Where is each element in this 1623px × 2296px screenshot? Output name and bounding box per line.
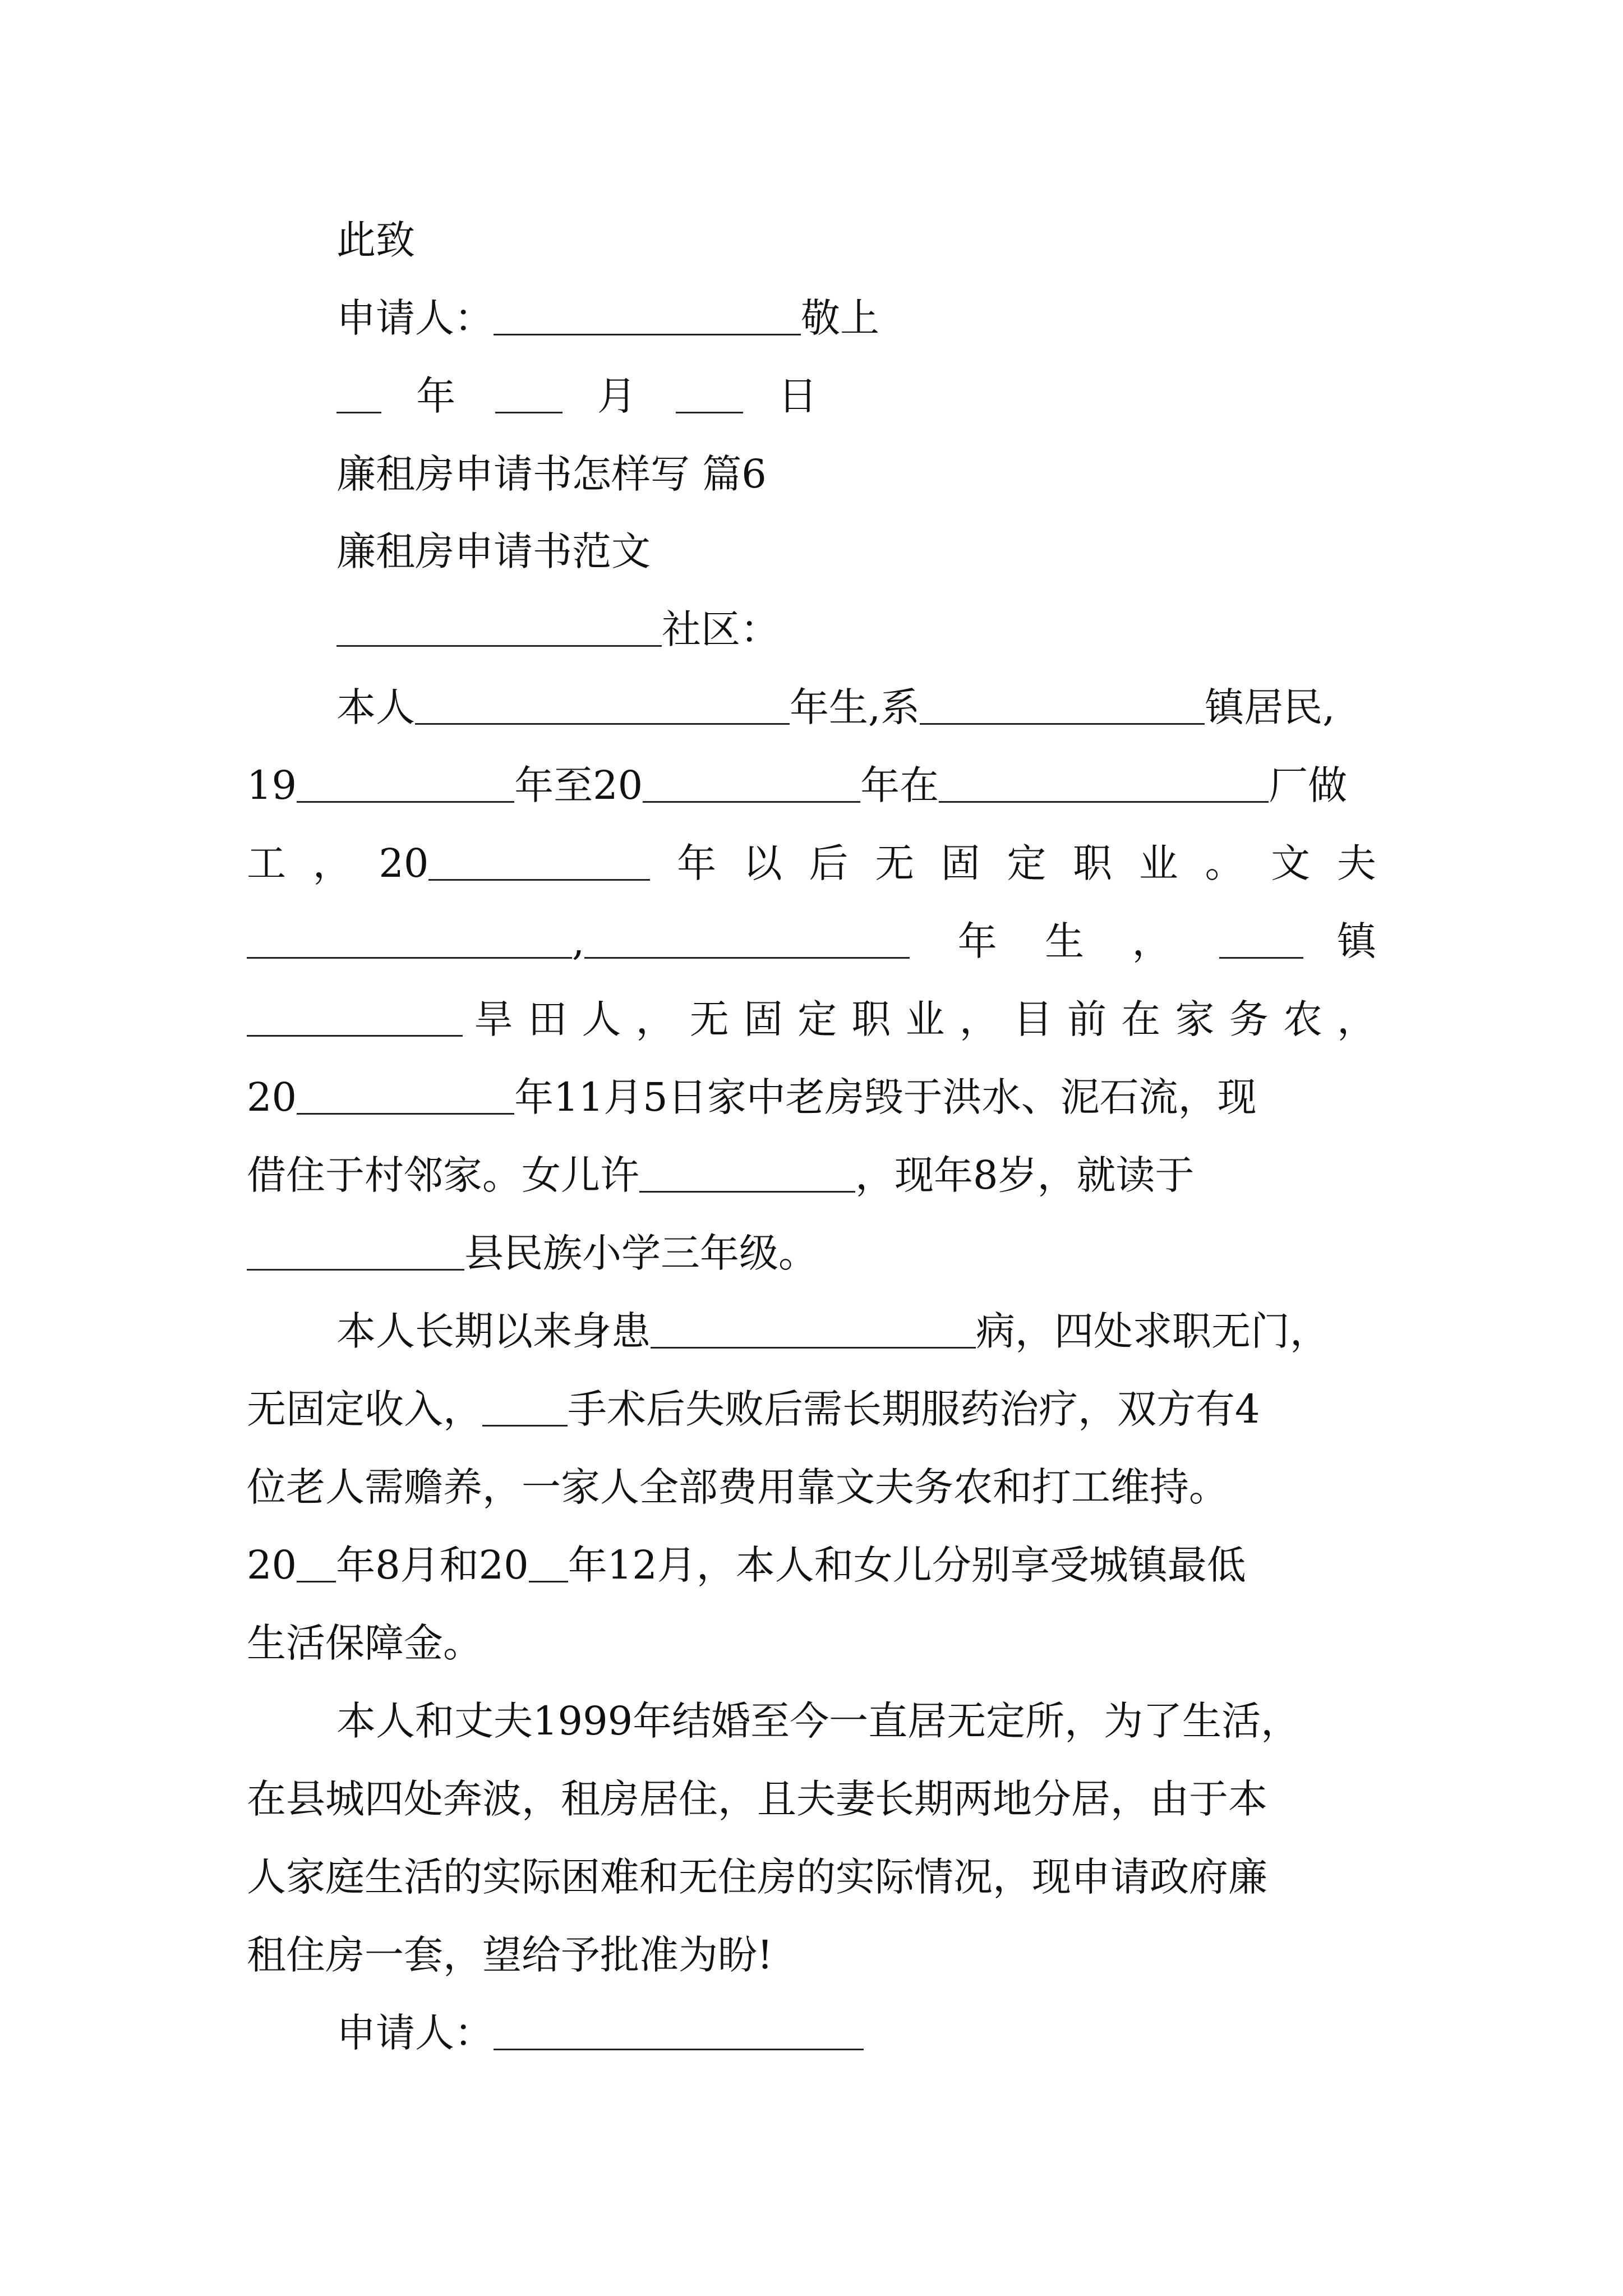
illness-blank	[651, 1312, 976, 1349]
para2-line5	[247, 1620, 482, 1666]
para1-text: 年至20	[514, 762, 643, 808]
para1-word: 家	[1175, 996, 1215, 1042]
para1-word: ，	[1337, 996, 1376, 1042]
unemployed-year-blank	[428, 844, 650, 881]
county-blank	[247, 1234, 464, 1271]
para2-text: 年12月，本人和女儿分别享受城镇最低	[568, 1542, 1246, 1588]
para1-word: 在	[1121, 996, 1161, 1042]
addressee-line	[336, 606, 780, 652]
month-label: 月	[597, 373, 637, 419]
para1-word: 职	[851, 996, 891, 1042]
para1-word: 夫	[1336, 840, 1376, 886]
surgery-year-blank	[482, 1390, 568, 1427]
applicant-name-blank	[494, 299, 801, 335]
para1-word: ，	[635, 996, 675, 1042]
husband-name-group: ,	[247, 922, 910, 961]
hometown-group: 旱	[247, 1000, 513, 1039]
para1-text: 20	[247, 1074, 297, 1120]
para2-text: 手术后失败后需长期服药治疗，双方有4	[568, 1386, 1260, 1432]
para1-text: 年在	[860, 762, 939, 808]
para1-word: 文	[1271, 840, 1311, 886]
para1-word-with-blank: 20	[379, 844, 650, 883]
para1-word: 前	[1067, 996, 1107, 1042]
para1-text: 年生,系	[790, 684, 920, 730]
day-blank	[676, 377, 743, 413]
para2-text: 生活保障金。	[247, 1620, 482, 1666]
para1-word: 工	[247, 840, 286, 886]
para1-line4	[247, 918, 1376, 964]
para1-word: 人	[582, 996, 621, 1042]
para3-text: 在县城四处奔波，租房居住，且夫妻长期两地分居，由于本	[247, 1776, 1267, 1822]
para1-line2	[247, 762, 1348, 808]
para1-word: 以	[743, 840, 782, 886]
section-heading-text: 廉租房申请书怎样写 篇6	[336, 451, 767, 497]
para2-text: 无固定收入，	[247, 1386, 482, 1432]
para1-text: 本人	[336, 684, 415, 730]
applicant-label: 申请人：	[336, 295, 494, 341]
para1-word: ，	[312, 840, 352, 886]
factory-blank	[939, 766, 1269, 803]
para2-text: 20	[247, 1542, 297, 1588]
para2-line1	[336, 1308, 1329, 1354]
para3-text: 本人和丈夫1999年结婚至今一直居无定所，为了生活，	[336, 1698, 1301, 1744]
community-blank	[336, 610, 662, 647]
para1-word: 年	[957, 918, 997, 964]
husband-town-group: 镇	[1219, 922, 1376, 961]
para1-line6	[247, 1074, 1257, 1120]
hometown-blank	[247, 1000, 463, 1037]
para3-line3	[247, 1854, 1267, 1900]
para1-word: ，	[959, 996, 999, 1042]
section-title-text: 廉租房申请书范文	[336, 528, 651, 574]
subsidy-year-blank-1	[297, 1546, 336, 1582]
para1-word: 后	[809, 840, 849, 886]
para1-word: 无	[689, 996, 729, 1042]
para1-line3	[247, 840, 1376, 886]
para1-word: 定	[1007, 840, 1046, 886]
respect-text: 敬上	[801, 295, 879, 341]
para1-word: 业	[905, 996, 945, 1042]
para3-text: 租住房一套，望给予批准为盼!	[247, 1932, 773, 1978]
para1-word: 业	[1138, 840, 1178, 886]
husband-name-blank	[247, 922, 572, 959]
town-blank	[920, 688, 1205, 725]
para1-word: ，	[1132, 918, 1172, 964]
signature-blank	[494, 2014, 864, 2050]
year-blank	[336, 377, 381, 413]
para2-line3	[247, 1464, 1228, 1510]
para3-line2	[247, 1776, 1267, 1822]
signature-label: 申请人：	[336, 2010, 494, 2056]
para1-text: 年11月5日家中老房毁于洪水、泥石流，现	[514, 1074, 1257, 1120]
birth-year-blank	[415, 688, 790, 725]
section-heading	[336, 451, 767, 497]
para3-line1	[336, 1698, 1301, 1744]
para1-line7	[247, 1152, 1195, 1198]
para2-text: 病，四处求职无门，	[976, 1308, 1329, 1354]
section-title	[336, 528, 651, 574]
para1-line5	[247, 996, 1376, 1042]
para1-word: 务	[1229, 996, 1269, 1042]
para1-text: 镇居民,	[1205, 684, 1335, 730]
para2-text: 本人长期以来身患	[336, 1308, 651, 1354]
para1-word: 定	[797, 996, 837, 1042]
para1-word: 目	[1013, 996, 1053, 1042]
year-label: 年	[416, 373, 456, 419]
work-end-blank	[643, 766, 860, 803]
para1-text: 厂做	[1269, 762, 1348, 808]
greeting-line	[336, 217, 415, 263]
addressee-suffix: 社区：	[662, 606, 780, 652]
para1-word: 。	[1205, 840, 1244, 886]
husband-town-blank	[1219, 922, 1303, 959]
date-line	[336, 373, 818, 419]
para1-word: 年	[677, 840, 717, 886]
para1-text: ，现年8岁，就读于	[855, 1152, 1195, 1198]
para2-line4	[247, 1542, 1246, 1588]
para1-word: 无	[875, 840, 915, 886]
para2-text: 位老人需赡养，一家人全部费用靠文夫务农和打工维持。	[247, 1464, 1228, 1510]
para1-text: 借住于村邻家。女儿许	[247, 1152, 639, 1198]
para1-word: 农	[1283, 996, 1322, 1042]
husband-birth-blank	[584, 922, 910, 959]
work-start-blank	[297, 766, 514, 803]
month-blank	[495, 377, 562, 413]
day-label: 日	[778, 373, 818, 419]
applicant-respect-line	[336, 295, 879, 341]
para1-word: 固	[940, 840, 980, 886]
para2-text: 年8月和20	[336, 1542, 529, 1588]
para3-text: 人家庭生活的实际困难和无住房的实际情况，现申请政府廉	[247, 1854, 1267, 1900]
para1-line8	[247, 1230, 818, 1276]
para1-word: 田	[528, 996, 568, 1042]
para1-line1	[336, 684, 1335, 730]
para2-line2	[247, 1386, 1260, 1432]
flood-year-blank	[297, 1078, 514, 1115]
subsidy-year-blank-2	[529, 1546, 568, 1582]
greeting-text: 此致	[336, 217, 415, 263]
para1-word: 生	[1045, 918, 1085, 964]
signature-line	[336, 2010, 864, 2056]
para1-text: 县民族小学三年级。	[464, 1230, 818, 1276]
para1-word: 职	[1073, 840, 1113, 886]
para1-text: 19	[247, 762, 297, 808]
para1-word: 固	[743, 996, 783, 1042]
para3-line4	[247, 1932, 773, 1978]
daughter-name-blank	[639, 1156, 855, 1193]
